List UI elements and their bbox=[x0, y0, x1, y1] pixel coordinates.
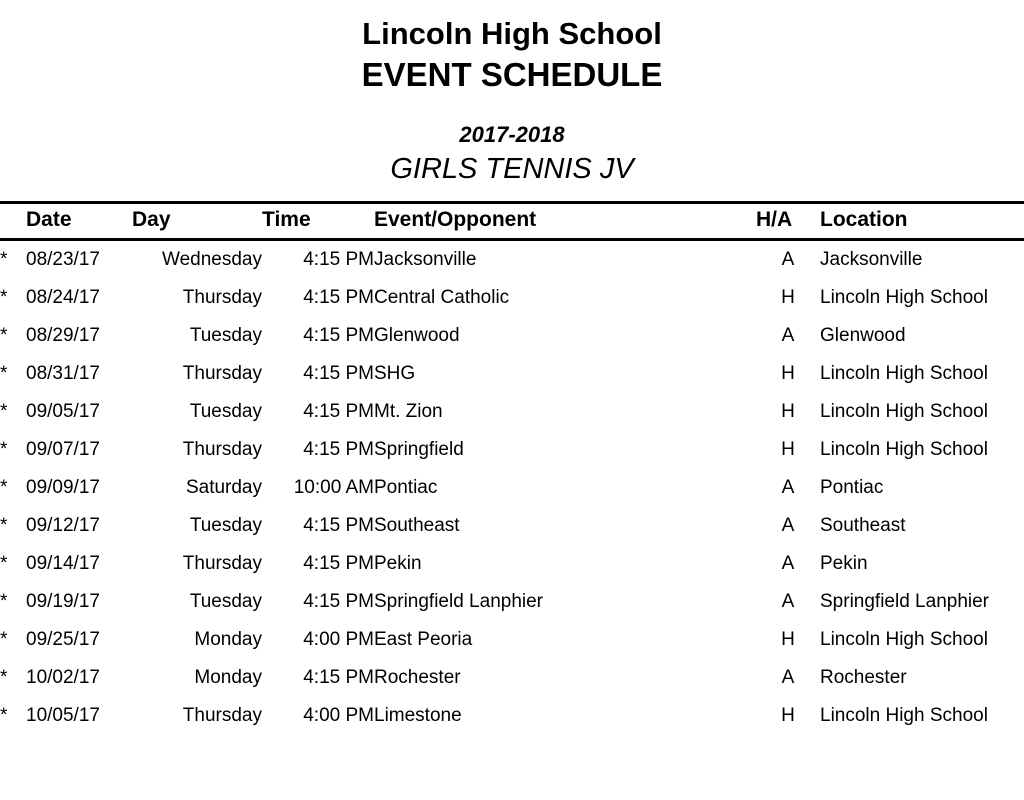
cell-time: 4:15 PM bbox=[303, 400, 374, 422]
cell-time: 4:15 PM bbox=[303, 362, 374, 384]
cell-ha: A bbox=[781, 552, 795, 574]
cell-star: * bbox=[0, 476, 8, 498]
cell-ha: A bbox=[781, 476, 795, 498]
cell-time: 4:00 PM bbox=[303, 704, 374, 726]
cell-day: Thursday bbox=[182, 362, 262, 384]
cell-event: Southeast bbox=[374, 514, 460, 536]
document-header bbox=[0, 0, 1024, 187]
cell-day: Thursday bbox=[182, 438, 262, 460]
cell-date: 09/14/17 bbox=[26, 552, 100, 574]
cell-star: * bbox=[0, 666, 8, 688]
cell-date: 09/25/17 bbox=[26, 628, 100, 650]
cell-location: Lincoln High School bbox=[820, 438, 988, 460]
column-header-time: Time bbox=[262, 204, 374, 240]
column-header-star bbox=[0, 204, 26, 240]
cell-ha: H bbox=[781, 704, 795, 726]
cell-time: 4:15 PM bbox=[303, 324, 374, 346]
cell-event: Mt. Zion bbox=[374, 400, 443, 422]
cell-date: 08/31/17 bbox=[26, 362, 100, 384]
column-header-day: Day bbox=[132, 204, 262, 240]
cell-event: Springfield Lanphier bbox=[374, 590, 544, 612]
table-row bbox=[0, 279, 1024, 317]
cell-event: Pontiac bbox=[374, 476, 438, 498]
cell-date: 09/19/17 bbox=[26, 590, 100, 612]
table-row bbox=[0, 431, 1024, 469]
cell-event: Springfield bbox=[374, 438, 464, 460]
cell-location: Glenwood bbox=[820, 324, 906, 346]
cell-ha: A bbox=[781, 590, 795, 612]
cell-day: Monday bbox=[194, 628, 262, 650]
cell-event: Central Catholic bbox=[374, 286, 510, 308]
cell-day: Thursday bbox=[182, 704, 262, 726]
table-row bbox=[0, 469, 1024, 507]
table-row bbox=[0, 583, 1024, 621]
table-row bbox=[0, 621, 1024, 659]
cell-time: 4:15 PM bbox=[303, 438, 374, 460]
cell-location: Lincoln High School bbox=[820, 704, 988, 726]
cell-star: * bbox=[0, 438, 8, 460]
table-row bbox=[0, 659, 1024, 697]
schedule-table bbox=[0, 204, 1024, 735]
cell-time: 4:15 PM bbox=[303, 552, 374, 574]
cell-time: 4:15 PM bbox=[303, 514, 374, 536]
cell-location: Jacksonville bbox=[820, 248, 923, 270]
cell-event: Limestone bbox=[374, 704, 462, 726]
table-row bbox=[0, 355, 1024, 393]
cell-star: * bbox=[0, 286, 8, 308]
cell-day: Monday bbox=[194, 666, 262, 688]
cell-day: Tuesday bbox=[189, 514, 262, 536]
cell-star: * bbox=[0, 362, 8, 384]
cell-location: Lincoln High School bbox=[820, 400, 988, 422]
cell-date: 09/12/17 bbox=[26, 514, 100, 536]
table-row bbox=[0, 239, 1024, 279]
cell-event: Pekin bbox=[374, 552, 422, 574]
cell-day: Thursday bbox=[182, 286, 262, 308]
cell-ha: A bbox=[781, 324, 795, 346]
cell-time: 4:15 PM bbox=[303, 590, 374, 612]
cell-ha: H bbox=[781, 362, 795, 384]
cell-date: 10/05/17 bbox=[26, 704, 100, 726]
cell-star: * bbox=[0, 400, 8, 422]
cell-event: SHG bbox=[374, 362, 416, 384]
cell-location: Pekin bbox=[820, 552, 868, 574]
cell-day: Saturday bbox=[185, 476, 262, 498]
cell-star: * bbox=[0, 324, 8, 346]
cell-location: Lincoln High School bbox=[820, 286, 988, 308]
column-header-date: Date bbox=[26, 204, 132, 240]
column-header-ha: H/A bbox=[756, 204, 820, 240]
cell-location: Springfield Lanphier bbox=[820, 590, 990, 612]
table-body bbox=[0, 239, 1024, 735]
cell-date: 09/05/17 bbox=[26, 400, 100, 422]
team-label: GIRLS TENNIS JV bbox=[390, 152, 634, 185]
cell-day: Wednesday bbox=[162, 248, 262, 270]
cell-date: 08/29/17 bbox=[26, 324, 100, 346]
cell-time: 4:00 PM bbox=[303, 628, 374, 650]
cell-star: * bbox=[0, 590, 8, 612]
cell-location: Southeast bbox=[820, 514, 906, 536]
cell-ha: H bbox=[781, 438, 795, 460]
column-header-location: Location bbox=[820, 204, 1024, 240]
cell-event: Jacksonville bbox=[374, 248, 477, 270]
season-label: 2017-2018 bbox=[459, 121, 565, 147]
cell-time: 10:00 AM bbox=[293, 476, 374, 498]
cell-ha: H bbox=[781, 400, 795, 422]
cell-location: Rochester bbox=[820, 666, 907, 688]
cell-star: * bbox=[0, 552, 8, 574]
cell-location: Lincoln High School bbox=[820, 362, 988, 384]
cell-date: 10/02/17 bbox=[26, 666, 100, 688]
school-name: Lincoln High School bbox=[362, 16, 662, 51]
column-header-event: Event/Opponent bbox=[374, 204, 756, 240]
cell-ha: A bbox=[781, 514, 795, 536]
cell-day: Tuesday bbox=[189, 324, 262, 346]
cell-ha: A bbox=[781, 666, 795, 688]
cell-event: Glenwood bbox=[374, 324, 460, 346]
cell-time: 4:15 PM bbox=[303, 286, 374, 308]
cell-date: 09/07/17 bbox=[26, 438, 100, 460]
cell-location: Lincoln High School bbox=[820, 628, 988, 650]
cell-star: * bbox=[0, 704, 8, 726]
cell-day: Tuesday bbox=[189, 400, 262, 422]
cell-star: * bbox=[0, 514, 8, 536]
document-title: EVENT SCHEDULE bbox=[361, 55, 663, 93]
cell-ha: H bbox=[781, 286, 795, 308]
cell-location: Pontiac bbox=[820, 476, 884, 498]
table-row bbox=[0, 545, 1024, 583]
cell-event: East Peoria bbox=[374, 628, 473, 650]
cell-ha: A bbox=[781, 248, 795, 270]
cell-date: 08/24/17 bbox=[26, 286, 100, 308]
table-row bbox=[0, 317, 1024, 355]
cell-day: Tuesday bbox=[189, 590, 262, 612]
table-row bbox=[0, 393, 1024, 431]
cell-ha: H bbox=[781, 628, 795, 650]
table-row bbox=[0, 697, 1024, 735]
table-row bbox=[0, 507, 1024, 545]
cell-time: 4:15 PM bbox=[303, 248, 374, 270]
cell-date: 09/09/17 bbox=[26, 476, 100, 498]
cell-date: 08/23/17 bbox=[26, 248, 100, 270]
cell-time: 4:15 PM bbox=[303, 666, 374, 688]
cell-star: * bbox=[0, 628, 8, 650]
cell-day: Thursday bbox=[182, 552, 262, 574]
cell-event: Rochester bbox=[374, 666, 461, 688]
table-header bbox=[0, 204, 1024, 240]
cell-star: * bbox=[0, 248, 8, 270]
